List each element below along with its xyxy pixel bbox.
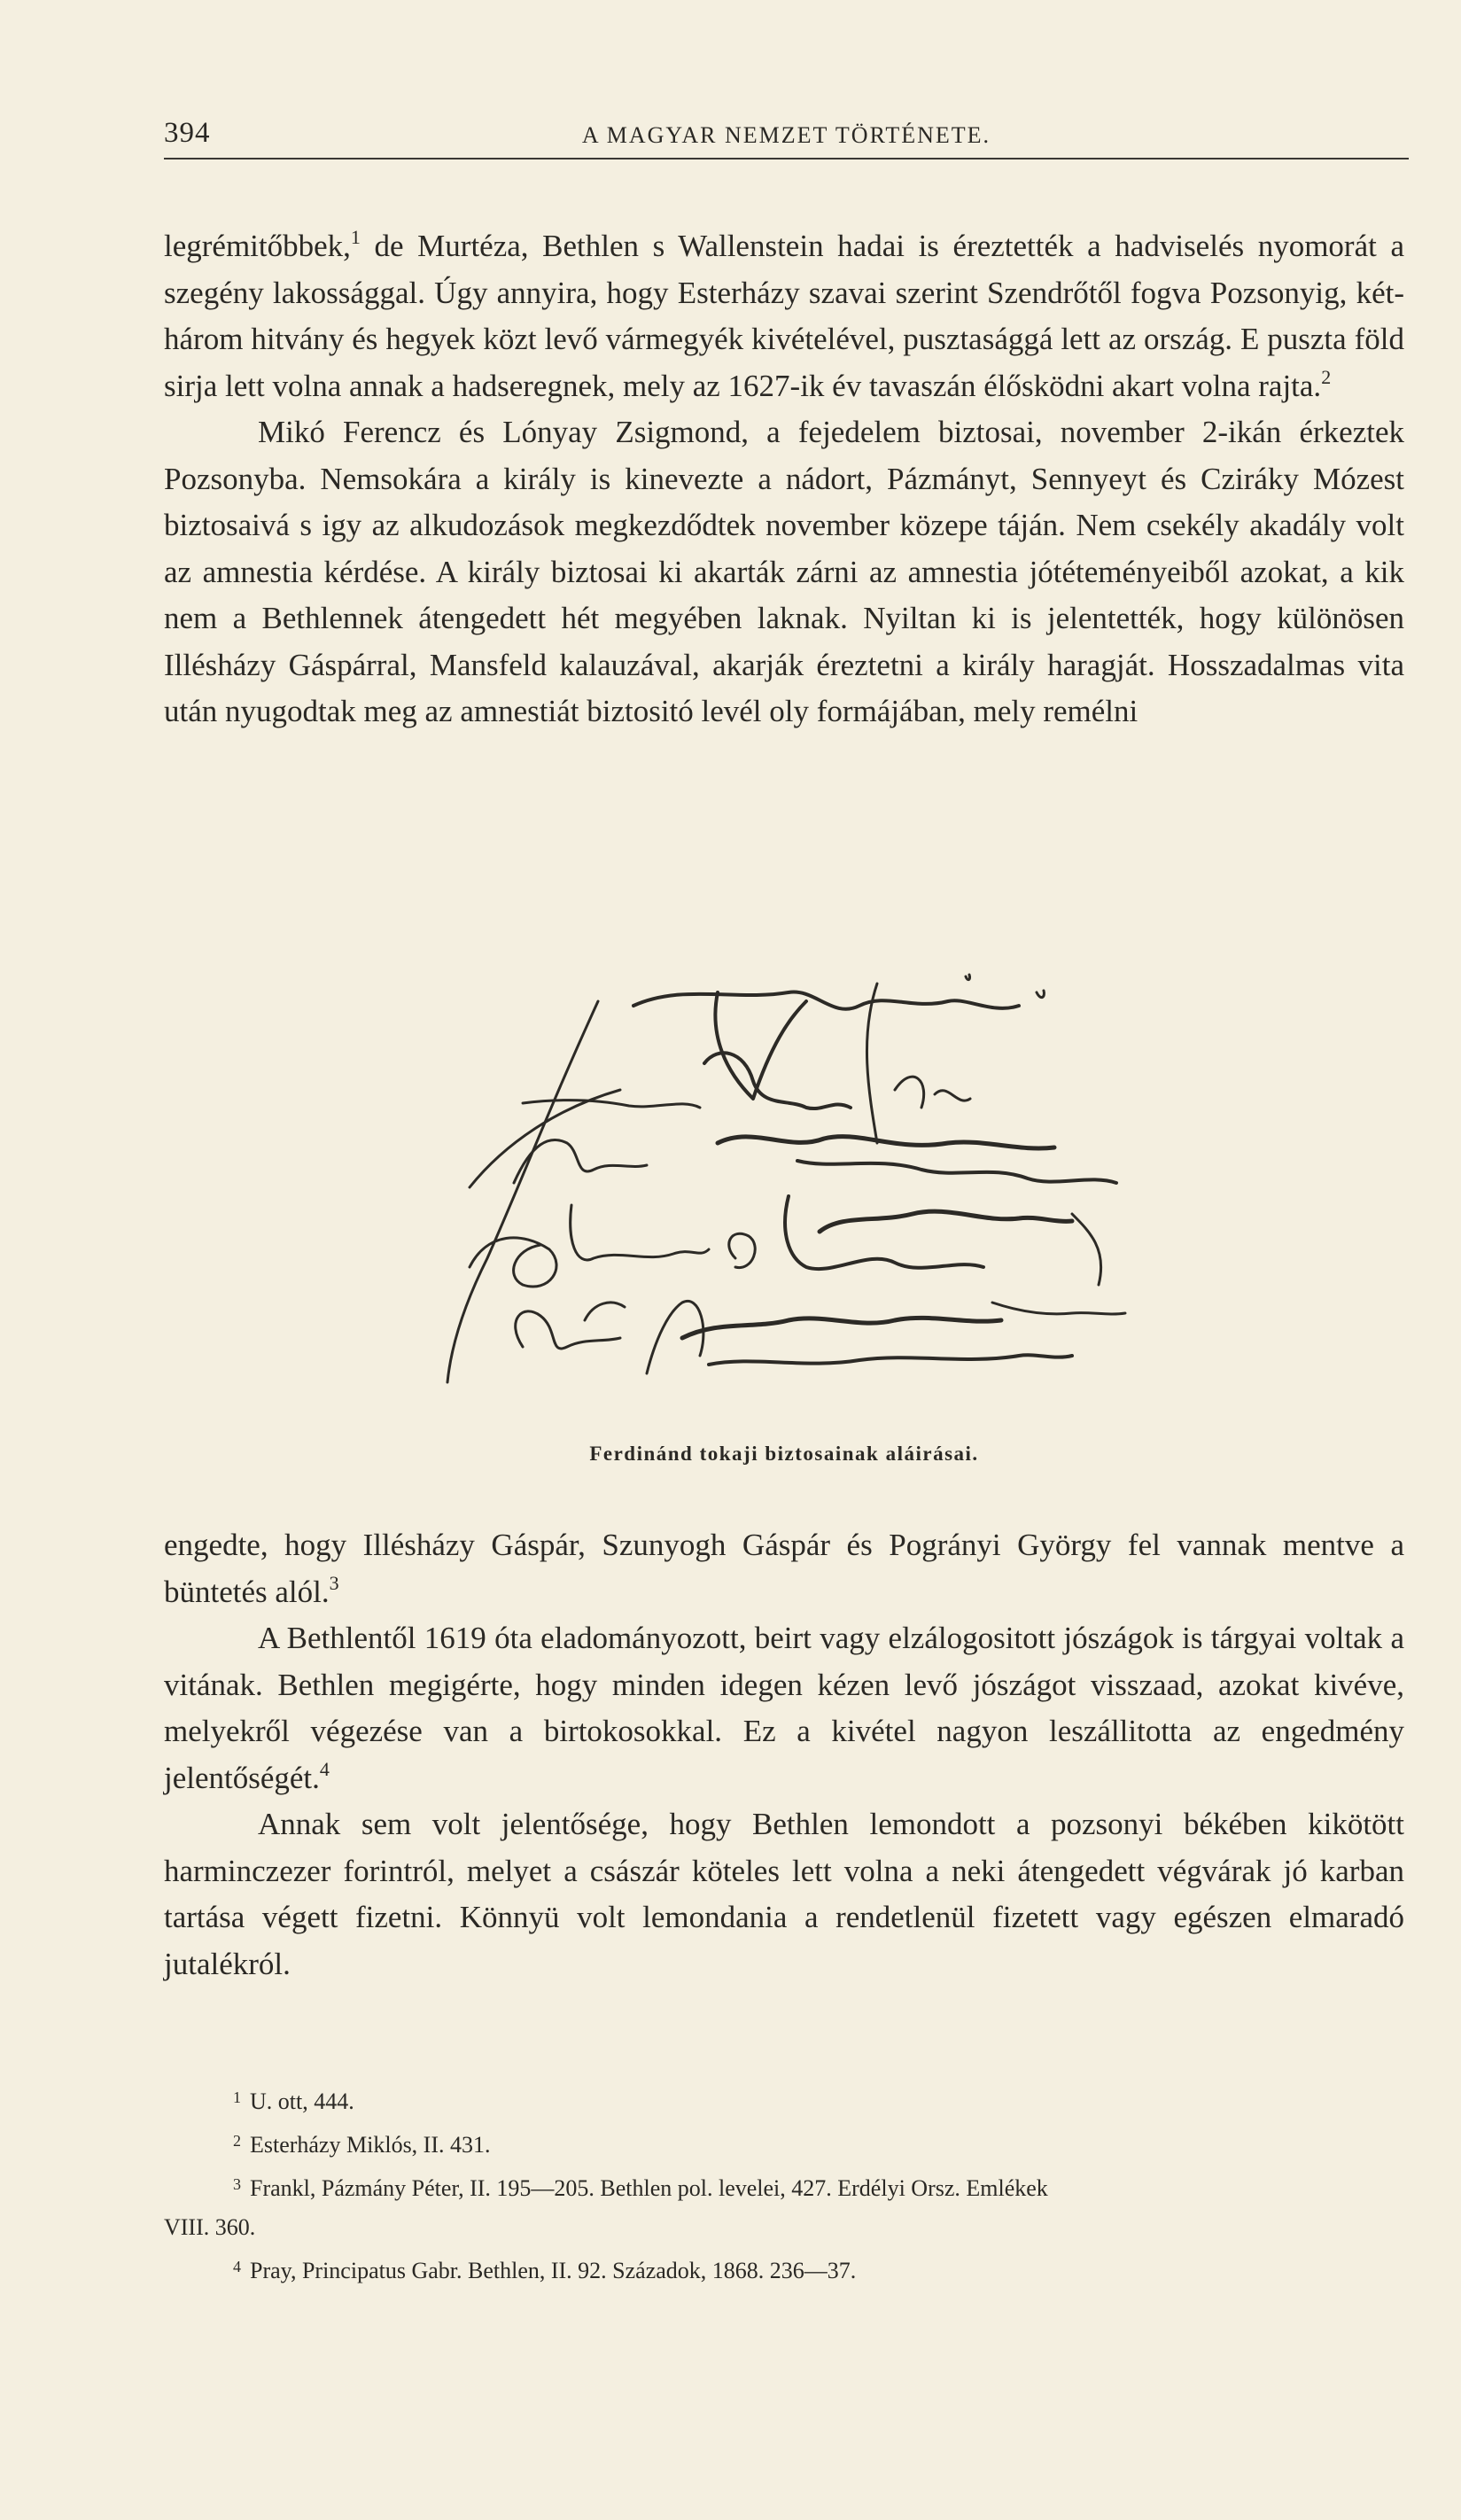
- footnote-continuation: VIII. 360.: [164, 2214, 256, 2240]
- footnote: $^4$ Pray, Principatus Gabr. Bethlen, II. 92. Századok, 1868. 236—37.: [233, 2258, 857, 2283]
- footnote: $^3$ Frankl, Pázmány Péter, II. 195—205. Bethlen pol. levelei, 427. Erdélyi Orsz. Emlékek: [233, 2175, 1048, 2201]
- paragraph: engedte, hogy Illésházy Gáspár, Szunyogh Gáspár és Pogrányi György fel vannak mentve a büntetés alól.$^3$: [164, 1528, 1404, 1609]
- paragraph: Mikó Ferencz és Lónyay Zsigmond, a fejedelem biztosai, november 2-ikán érkeztek Pozsonyba. Nemsokára a király is kinevezte a nádort, Pázmányt, Sennyeyt és Cziráky Mózest biztosaivá s igy az alkudozások megkezdődtek november közepe táján. Nem csekély akadály volt az amnestia kérdése. A király biztosai ki akarták zárni az amnestia jótéteményeiből azokat, a kik nem a Bethlennek átengedett hét megyében laknak. Nyiltan ki is jelentették, hogy különösen Illésházy Gáspárral, Mansfeld kalauzával, akarják éreztetni a király haragját. Hosszadalmas vita után nyugodtak meg az amnestiát biztositó levél oly formájában, mely remélni: [164, 415, 1404, 728]
- signatures-figure: [416, 966, 1170, 1400]
- body-text-bottom: [164, 1522, 1404, 1987]
- figure-caption: Ferdinánd tokaji biztosainak aláirásai.: [589, 1443, 979, 1465]
- footnote: $^2$ Esterházy Miklós, II. 431.: [233, 2132, 491, 2158]
- running-title: A MAGYAR NEMZET TÖRTÉNETE.: [581, 122, 991, 148]
- handwritten-signatures-image: [416, 966, 1170, 1400]
- paragraph: legrémitőbbek,$^1$ de Murtéza, Bethlen s Wallenstein hadai is éreztették a hadviselés nyomorát a szegény lakossággal. Úgy annyira, hogy Esterházy szavai szerint Szendrőtől fogva Pozsonyig, két-három hitvány és hegyek közt levő vármegyék kivételével, pusztasággá lett az ország. E puszta föld sirja lett volna annak a hadseregnek, mely az 1627-ik év tavaszán élősködni akart volna rajta.$^2$: [164, 226, 1404, 403]
- footnote: $^1$ U. ott, 444.: [233, 2088, 354, 2114]
- footnote-ref[interactable]: 4: [319, 1757, 330, 1780]
- page-number: 394: [164, 117, 211, 149]
- footnote-ref[interactable]: 1: [350, 226, 361, 248]
- paragraph: Annak sem volt jelentősége, hogy Bethlen lemondott a pozsonyi békében kikötött harminczezer forintról, melyet a császár köteles lett volna a neki átengedett végvárak jó karban tartása végett fizetni. Könnyü volt lemondania a rendetlenül fizetett vagy egészen elmaradó jutalékról.: [164, 1807, 1404, 1981]
- footnote-ref[interactable]: 2: [1321, 365, 1332, 388]
- footnote-ref[interactable]: 3: [329, 1571, 339, 1594]
- footnotes: [164, 2078, 1404, 2291]
- page-header: [164, 113, 1409, 159]
- body-text-top: [164, 223, 1404, 735]
- paragraph: A Bethlentől 1619 óta eladományozott, beirt vagy elzálogositott jószágok is tárgyai voltak a vitának. Bethlen megigérte, hogy minden idegen kézen levő jószágot visszaad, azokat kivéve, melyekről végezése van a birtokosokkal. Ez a kivétel nagyon leszállitotta az engedmény jelentőségét.$^4$: [164, 1621, 1404, 1795]
